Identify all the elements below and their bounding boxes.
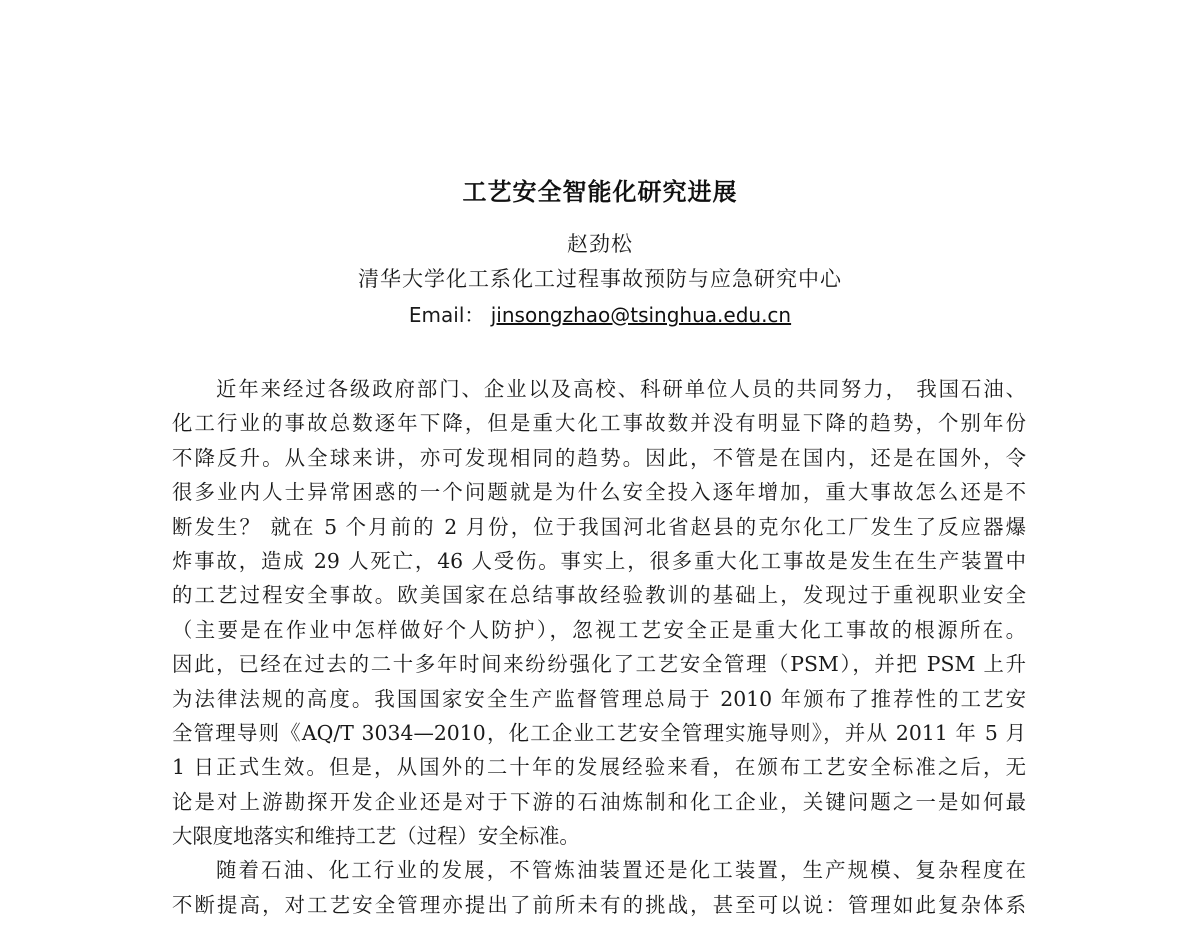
author-name: 赵劲松 bbox=[567, 232, 633, 256]
body-line: 炸事故，造成 29 人死亡，46 人受伤。事实上，很多重大化工事故是发生在生产装置中 bbox=[172, 548, 1026, 573]
body-line: 化工行业的事故总数逐年下降，但是重大化工事故数并没有明显下降的趋势，个别年份 bbox=[172, 411, 1026, 436]
email-label: Email： bbox=[408, 303, 485, 327]
body-line: 为法律法规的高度。我国国家安全生产监督管理总局于 2010 年颁布了推荐性的工艺安 bbox=[172, 686, 1026, 711]
body-line: 不断提高，对工艺安全管理亦提出了前所未有的挑战，甚至可以说：管理如此复杂体系 bbox=[172, 892, 1026, 917]
email-line bbox=[0, 299, 1200, 328]
body-line: 全管理导则《AQ/T 3034—2010，化工企业工艺安全管理实施导则》，并从 2011 年 5 月 bbox=[172, 720, 1026, 745]
body-line: 的工艺过程安全事故。欧美国家在总结事故经验教训的基础上，发现过于重视职业安全 bbox=[172, 583, 1026, 608]
body-line: 1 日正式生效。但是，从国外的二十年的发展经验来看，在颁布工艺安全标准之后，无 bbox=[172, 755, 1026, 780]
body-line: 论是对上游勘探开发企业还是对于下游的石油炼制和化工企业，关键问题之一是如何最 bbox=[172, 789, 1026, 814]
paper-title: 工艺安全智能化研究进展 bbox=[462, 178, 738, 206]
body-line: 近年来经过各级政府部门、企业以及高校、科研单位人员的共同努力， 我国石油、 bbox=[216, 377, 1026, 401]
body-line: （主要是在作业中怎样做好个人防护），忽视工艺安全正是重大化工事故的根源所在。 bbox=[172, 617, 1026, 642]
body-line: 断发生？ 就在 5 个月前的 2 月份，位于我国河北省赵县的克尔化工厂发生了反应器爆 bbox=[172, 514, 1026, 539]
body-text bbox=[172, 372, 1026, 922]
body-line: 不降反升。从全球来讲，亦可发现相同的趋势。因此，不管是在国内，还是在国外，令 bbox=[172, 445, 1026, 470]
body-line: 大限度地落实和维持工艺（过程）安全标准。 bbox=[172, 824, 580, 849]
body-line: 因此，已经在过去的二十多年时间来纷纷强化了工艺安全管理（PSM），并把 PSM 上升 bbox=[172, 652, 1026, 677]
author-affiliation: 清华大学化工系化工过程事故预防与应急研究中心 bbox=[358, 267, 842, 291]
body-line: 很多业内人士异常困惑的一个问题就是为什么安全投入逐年增加，重大事故怎么还是不 bbox=[172, 480, 1026, 505]
email-link[interactable]: jinsongzhao@tsinghua.edu.cn bbox=[490, 303, 792, 327]
body-line: 随着石油、化工行业的发展，不管炼油装置还是化工装置，生产规模、复杂程度在 bbox=[216, 858, 1026, 883]
